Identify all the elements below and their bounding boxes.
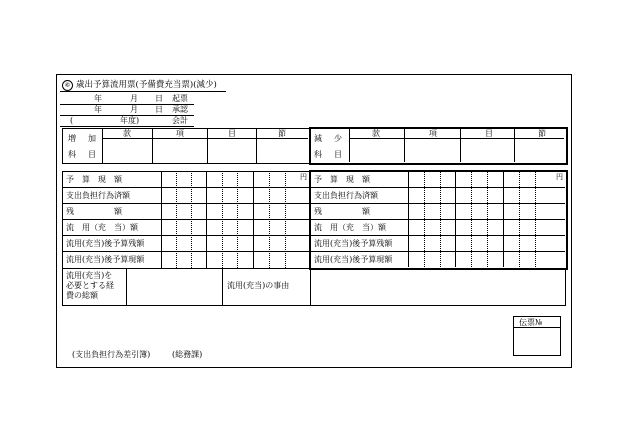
- col-kou: 項: [429, 129, 437, 138]
- increase-head: 増 加: [68, 134, 96, 143]
- increase-subject-border: [62, 128, 310, 164]
- fiscal-open: (: [70, 116, 74, 125]
- col-kan: 款: [372, 129, 380, 138]
- row-remaining: 残 額: [66, 207, 122, 216]
- increase-sub: 科 目: [68, 150, 96, 159]
- form-title: 歳出予算流用票(予備費充当票)(減少): [76, 80, 217, 90]
- row-after-remaining: 流用(充当)後予算残額: [314, 239, 393, 248]
- decrease-sub: 科 目: [314, 150, 342, 159]
- date-day: 日: [155, 94, 163, 103]
- row-committed: 支出負担行為済額: [314, 191, 378, 200]
- seal-icon: ⑥: [62, 80, 73, 91]
- yen-unit: 円: [556, 173, 563, 181]
- row-committed: 支出負担行為済額: [66, 191, 130, 200]
- row-after-current: 流用(充当)後予算現額: [66, 255, 145, 264]
- row-remaining: 残 額: [314, 207, 370, 216]
- total-cost-label-3: 費の総額: [66, 291, 98, 300]
- footer-department: (総務課): [172, 350, 203, 359]
- date-day: 日: [155, 105, 163, 114]
- col-setsu: 節: [538, 129, 546, 138]
- date-month: 月: [130, 94, 138, 103]
- col-kou: 項: [176, 129, 184, 138]
- row-after-current: 流用(充当)後予算現額: [314, 255, 393, 264]
- yen-unit: 円: [300, 173, 307, 181]
- col-kan: 款: [123, 129, 131, 138]
- date-year: 年: [94, 94, 102, 103]
- decrease-subject-border: [309, 127, 568, 165]
- date-year: 年: [94, 105, 102, 114]
- col-moku: 目: [228, 129, 236, 138]
- transfer-reason-label: 流用(充当)の事由: [227, 281, 290, 290]
- row-budget-current: 予 算 現 額: [314, 175, 370, 184]
- slip-number-label: 伝票№: [519, 318, 543, 327]
- row-transfer-amount: 流 用（充 当）額: [314, 223, 386, 232]
- total-cost-label-2: 必要とする経: [66, 281, 114, 290]
- row-budget-current: 予 算 現 額: [66, 175, 122, 184]
- col-moku: 目: [485, 129, 493, 138]
- row-transfer-amount: 流 用（充 当）額: [66, 223, 138, 232]
- total-cost-label-1: 流用(充当)を: [66, 271, 113, 280]
- decrease-head: 減 少: [314, 134, 342, 143]
- col-setsu: 節: [278, 129, 286, 138]
- date-month: 月: [130, 105, 138, 114]
- row-after-remaining: 流用(充当)後予算残額: [66, 239, 145, 248]
- date-label: 承認: [172, 105, 188, 114]
- date-label: 起票: [172, 94, 188, 103]
- account-label: 会計: [172, 116, 188, 125]
- footer-ledger: (支出負担行為差引簿): [72, 350, 151, 359]
- reason-box-border: [62, 268, 566, 306]
- fiscal-year: 年度): [120, 116, 140, 125]
